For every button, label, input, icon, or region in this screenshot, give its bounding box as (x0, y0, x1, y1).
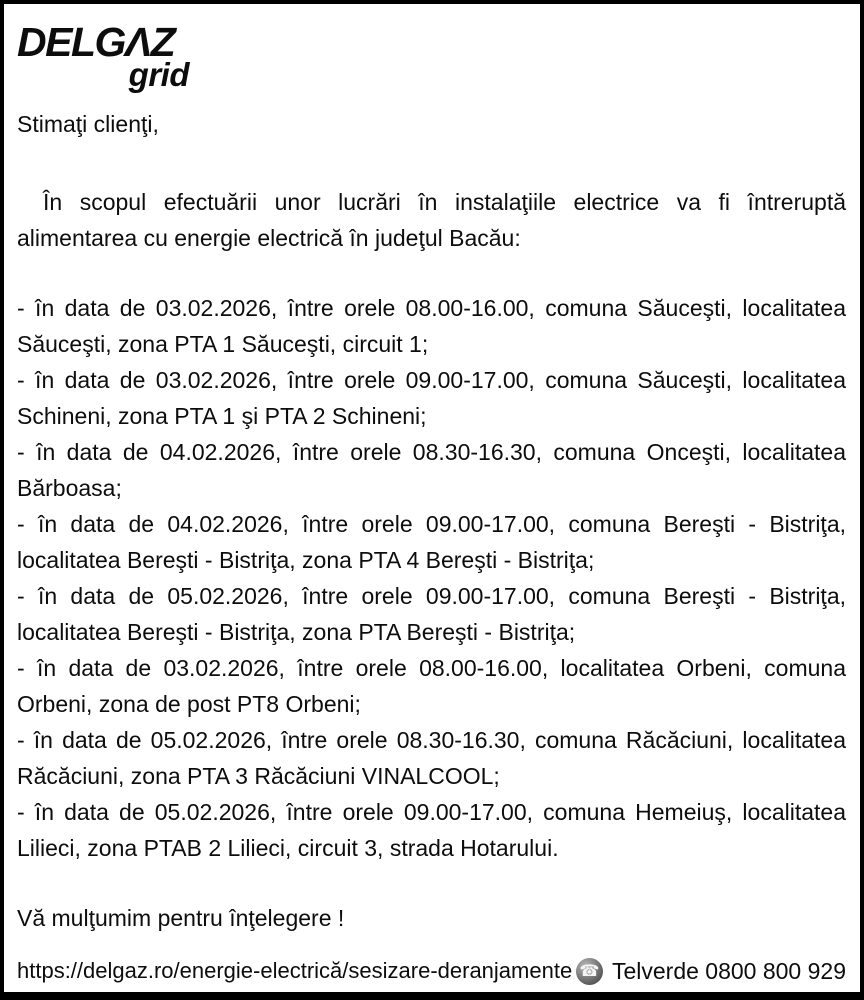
intro-paragraph (17, 184, 846, 256)
outage-line: Orbeni, zona de post PT8 Orbeni; (17, 691, 361, 717)
intro-line: alimentarea cu energie electrică în judeţul Bacău: (17, 225, 521, 251)
intro-line: În scopul efectuării unor lucrări în instalaţiile electrice va fi întreruptă (43, 189, 846, 215)
outage-line: - în data de 05.02.2026, între orele 08.30-16.30, comuna Răcăciuni, localitatea (17, 727, 846, 753)
brand-name: DELGΛZ (17, 19, 175, 65)
outage-item (17, 578, 846, 650)
outage-line: - în data de 04.02.2026, între orele 08.30-16.30, comuna Onceşti, localitatea (17, 439, 846, 465)
outage-line: Schineni, zona PTA 1 şi PTA 2 Schineni; (17, 403, 427, 429)
footer-url-link[interactable]: https://delgaz.ro/energie-electrică/sesizare-deranjamente (17, 958, 573, 983)
outage-line: Răcăciuni, zona PTA 3 Răcăciuni VINALCOOL; (17, 763, 500, 789)
outage-line: localitatea Bereşti - Bistriţa, zona PTA Bereşti - Bistriţa; (17, 619, 576, 645)
outage-item (17, 290, 846, 362)
telephone-icon: ☎ (576, 958, 603, 985)
outage-line: - în data de 04.02.2026, între orele 09.00-17.00, comuna Bereşti - Bistriţa, (17, 511, 846, 537)
outage-line: Săuceşti, zona PTA 1 Săuceşti, circuit 1; (17, 331, 429, 357)
announcement-page (4, 4, 860, 992)
telverde-phone-label: Telverde 0800 800 929 (611, 958, 846, 984)
outage-item (17, 506, 846, 578)
outage-line: localitatea Bereşti - Bistriţa, zona PTA 4 Bereşti - Bistriţa; (17, 547, 595, 573)
outage-line: - în data de 03.02.2026, între orele 08.00-16.00, comuna Săuceşti, localitatea (17, 295, 846, 321)
outage-line: - în data de 05.02.2026, între orele 09.00-17.00, comuna Bereşti - Bistriţa, (17, 583, 846, 609)
outage-line: - în data de 03.02.2026, între orele 08.00-16.00, localitatea Orbeni, comuna (17, 655, 846, 681)
footer (17, 956, 846, 986)
outage-line: Bărboasa; (17, 475, 122, 501)
brand-logo (17, 19, 193, 93)
outage-list (17, 290, 846, 866)
brand-subtitle: grid (128, 56, 189, 93)
outage-line: Lilieci, zona PTAB 2 Lilieci, circuit 3, strada Hotarului. (17, 835, 559, 861)
outage-item (17, 434, 846, 506)
outage-item (17, 362, 846, 434)
outage-item (17, 794, 846, 866)
outage-line: - în data de 03.02.2026, între orele 09.00-17.00, comuna Săuceşti, localitatea (17, 367, 846, 393)
outage-item (17, 722, 846, 794)
outage-item (17, 650, 846, 722)
salutation-text: Stimaţi clienţi, (17, 111, 159, 137)
closing-text: Vă mulţumim pentru înţelegere ! (17, 905, 345, 931)
telverde-contact (576, 956, 846, 986)
outage-line: - în data de 05.02.2026, între orele 09.00-17.00, comuna Hemeiuş, localitatea (17, 799, 846, 825)
